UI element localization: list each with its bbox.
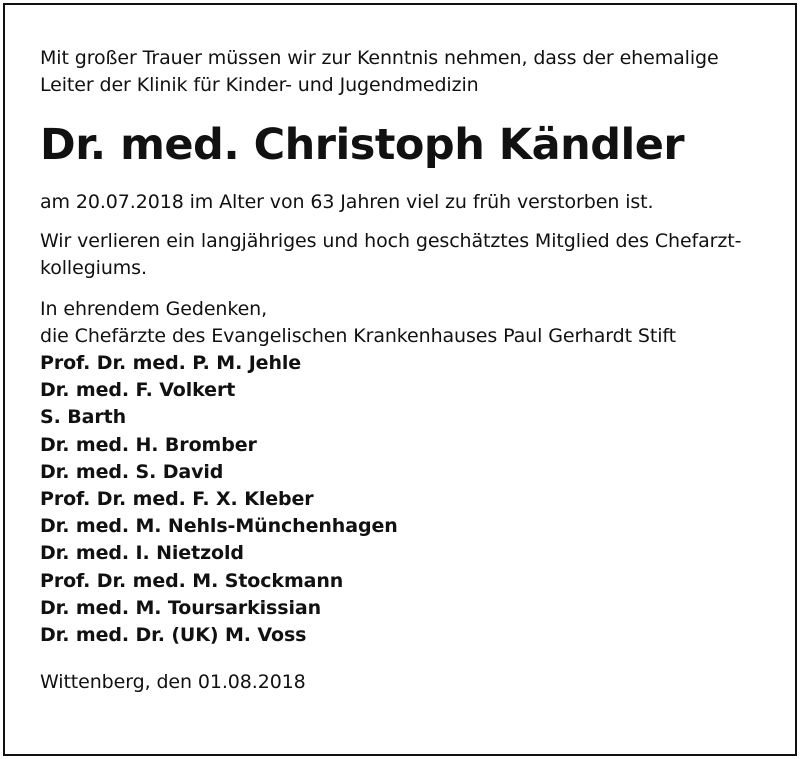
signatory: Dr. med. I. Nietzold xyxy=(40,542,244,565)
deceased-name: Dr. med. Christoph Kändler xyxy=(40,120,685,170)
signatory-list xyxy=(40,350,770,649)
intro-line-1: Mit großer Trauer müssen wir zur Kenntnis nehmen, dass der ehemalige xyxy=(40,47,719,69)
signatory: Dr. med. S. David xyxy=(40,460,224,483)
signatory: Dr. med. H. Bromber xyxy=(40,433,257,456)
obituary-notice xyxy=(40,45,770,696)
signatory: Dr. med. Dr. (UK) M. Voss xyxy=(40,624,307,647)
signatory: Prof. Dr. med. F. X. Kleber xyxy=(40,488,314,511)
place-date: Wittenberg, den 01.08.2018 xyxy=(40,671,306,694)
tribute-line-1: Wir verlieren ein langjähriges und hoch geschätztes Mitglied des Chefarzt- xyxy=(40,230,742,252)
signatory: Prof. Dr. med. P. M. Jehle xyxy=(40,352,302,374)
signatory: Dr. med. F. Volkert xyxy=(40,379,236,402)
signatory: Dr. med. M. Nehls-Münchenhagen xyxy=(40,515,398,538)
signoff-line-1: In ehrendem Gedenken, xyxy=(40,298,268,320)
tribute-line-2: kollegiums. xyxy=(40,257,147,279)
death-info: am 20.07.2018 im Alter von 63 Jahren viel zu früh verstorben ist. xyxy=(40,191,654,213)
signatory: S. Barth xyxy=(40,406,126,429)
signoff-line-2: die Chefärzte des Evangelischen Krankenhauses Paul Gerhardt Stift xyxy=(40,325,677,347)
signatory: Prof. Dr. med. M. Stockmann xyxy=(40,569,344,592)
intro-line-2: Leiter der Klinik für Kinder- und Jugendmedizin xyxy=(40,74,479,96)
signatory: Dr. med. M. Toursarkissian xyxy=(40,596,322,619)
